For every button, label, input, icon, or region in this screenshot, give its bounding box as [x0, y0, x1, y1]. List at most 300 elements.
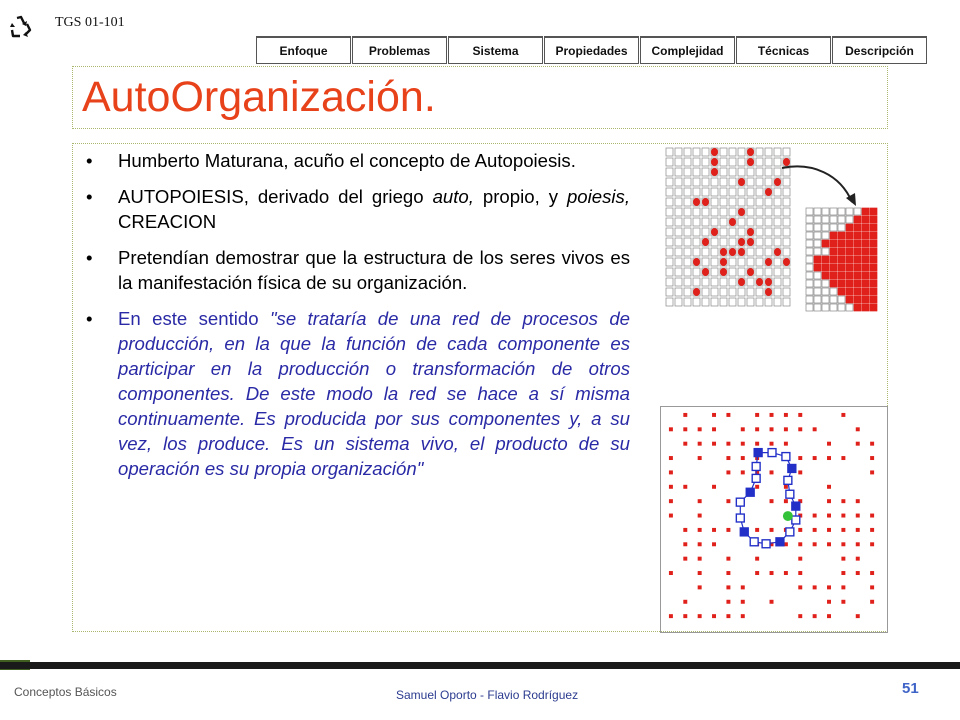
grid-cell — [862, 248, 869, 255]
grid-cell — [765, 228, 772, 236]
grid-cell — [747, 288, 754, 296]
grid-cell — [675, 238, 682, 246]
red-particle — [741, 614, 745, 618]
grid-cell — [675, 218, 682, 226]
grid-cell — [870, 296, 877, 303]
red-particle — [738, 208, 745, 216]
red-particle — [729, 248, 736, 256]
red-particle — [813, 456, 817, 460]
grid-cell — [720, 238, 727, 246]
grid-cell — [756, 178, 763, 186]
grid-cell — [870, 232, 877, 239]
grid-cell — [783, 148, 790, 156]
red-particle — [712, 427, 716, 431]
grid-cell — [666, 298, 673, 306]
grid-cell — [684, 268, 691, 276]
grid-cell — [729, 238, 736, 246]
grid-cell — [684, 188, 691, 196]
grid-cell — [838, 208, 845, 215]
grid-cell — [862, 272, 869, 279]
red-particle — [693, 288, 700, 296]
red-particle — [683, 614, 687, 618]
grid-cell — [846, 208, 853, 215]
grid-cell — [693, 178, 700, 186]
red-particle — [841, 528, 845, 532]
red-particle — [798, 557, 802, 561]
grid-cell — [783, 228, 790, 236]
grid-cell — [711, 188, 718, 196]
red-particle — [770, 571, 774, 575]
red-particle — [669, 485, 673, 489]
tab-propiedades[interactable]: Propiedades — [544, 36, 639, 64]
grid-cell — [838, 296, 845, 303]
grid-cell — [675, 168, 682, 176]
grid-cell — [783, 208, 790, 216]
grid-cell — [738, 218, 745, 226]
red-particle — [827, 542, 831, 546]
red-particle — [870, 528, 874, 532]
red-particle — [841, 571, 845, 575]
red-particle — [726, 499, 730, 503]
grid-cell — [854, 256, 861, 263]
red-particle — [741, 427, 745, 431]
grid-cell — [838, 256, 845, 263]
red-particle — [870, 514, 874, 518]
membrane-cell — [788, 464, 796, 472]
grid-cell — [684, 148, 691, 156]
substrate-particles — [669, 413, 874, 618]
grid-cell — [720, 278, 727, 286]
grid-cell — [693, 228, 700, 236]
red-particle — [755, 427, 759, 431]
membrane-cell — [784, 476, 792, 484]
red-particle — [738, 248, 745, 256]
grid-cell — [738, 268, 745, 276]
grid-cell — [846, 280, 853, 287]
red-particle — [726, 442, 730, 446]
grid-cell — [783, 238, 790, 246]
red-particle — [798, 542, 802, 546]
grid-cell — [711, 298, 718, 306]
grid-cell — [711, 258, 718, 266]
grid-cell — [830, 296, 837, 303]
red-particle — [669, 470, 673, 474]
grid-cell — [870, 272, 877, 279]
red-particle — [698, 542, 702, 546]
grid-cell — [870, 240, 877, 247]
grid-cell — [830, 224, 837, 231]
grid-cell — [684, 228, 691, 236]
red-particle — [784, 442, 788, 446]
grid-cell — [720, 158, 727, 166]
membrane-cell — [736, 514, 744, 522]
red-particle — [770, 470, 774, 474]
red-particle — [698, 442, 702, 446]
grid-cell — [838, 280, 845, 287]
tab-complejidad[interactable]: Complejidad — [640, 36, 735, 64]
grid-cell — [675, 298, 682, 306]
grid-cell — [774, 278, 781, 286]
grid-cell — [666, 198, 673, 206]
grid-cell — [756, 238, 763, 246]
red-particle — [702, 268, 709, 276]
red-particle — [712, 542, 716, 546]
red-particle — [720, 258, 727, 266]
grid-cell — [854, 280, 861, 287]
grid-cell — [693, 238, 700, 246]
grid-cell — [756, 248, 763, 256]
bullet-item — [84, 245, 630, 295]
grid-cell — [846, 288, 853, 295]
grid-cell — [822, 216, 829, 223]
grid-cell — [756, 198, 763, 206]
red-particle — [711, 228, 718, 236]
red-particle — [738, 178, 745, 186]
grid-cell — [862, 208, 869, 215]
red-particle — [798, 614, 802, 618]
grid-cell — [702, 228, 709, 236]
grid-cell — [756, 268, 763, 276]
red-particle — [798, 571, 802, 575]
grid-cell — [684, 158, 691, 166]
grid-cell — [806, 224, 813, 231]
grid-cell — [675, 288, 682, 296]
membrane-cell — [750, 538, 758, 546]
red-particle — [726, 614, 730, 618]
grid-cell — [729, 188, 736, 196]
grid-cell — [854, 232, 861, 239]
grid-cell — [738, 258, 745, 266]
red-particle — [720, 268, 727, 276]
grid-cell — [666, 238, 673, 246]
grid-cell — [854, 264, 861, 271]
red-particle — [669, 571, 673, 575]
grid-cell — [675, 198, 682, 206]
red-particle — [841, 413, 845, 417]
red-particle — [813, 542, 817, 546]
tab-sistema[interactable]: Sistema — [448, 36, 543, 64]
grid-cell — [806, 296, 813, 303]
grid-cell — [756, 228, 763, 236]
membrane-cell — [736, 498, 744, 506]
tab-tecnicas[interactable]: Técnicas — [736, 36, 831, 64]
grid-cell — [765, 298, 772, 306]
grid-cell — [774, 288, 781, 296]
grid-cell — [814, 216, 821, 223]
red-particle — [683, 542, 687, 546]
grid-cell — [729, 288, 736, 296]
grid-cell — [822, 248, 829, 255]
grid-cell — [702, 278, 709, 286]
red-particle — [669, 427, 673, 431]
red-particle — [698, 456, 702, 460]
grid-cell — [870, 224, 877, 231]
red-particle — [711, 158, 718, 166]
bullet-quote: "se trataría de una red de procesos de producción, en la que la función de cada componente es participar en la producción o transformación de otros componentes. De este modo la red se hace a sí misma continuamente. Es producida por sus componentes y, a su vez, los produce. Es un sistema vivo, el producto de su operación es su propia organización" — [118, 308, 630, 479]
red-particle — [712, 528, 716, 532]
grid-cell — [684, 278, 691, 286]
grid-cell — [822, 232, 829, 239]
bullet-item — [84, 148, 630, 173]
grid-cell — [838, 272, 845, 279]
red-particle — [827, 528, 831, 532]
grid-cell — [783, 188, 790, 196]
red-particle — [729, 218, 736, 226]
grid-cell — [747, 188, 754, 196]
grid-cell — [783, 248, 790, 256]
red-particle — [711, 168, 718, 176]
red-particle — [726, 571, 730, 575]
grid-cell — [838, 232, 845, 239]
slide-title: AutoOrganización. — [82, 73, 436, 121]
red-particle — [870, 571, 874, 575]
red-particle — [827, 499, 831, 503]
footer-section-label: Conceptos Básicos — [14, 685, 117, 699]
red-particle — [741, 470, 745, 474]
red-particle — [784, 413, 788, 417]
grid-cell — [729, 268, 736, 276]
red-particle — [755, 557, 759, 561]
bullet-list — [84, 148, 630, 492]
grid-cell — [684, 298, 691, 306]
grid-cell — [814, 208, 821, 215]
grid-cell — [765, 148, 772, 156]
grid-cell — [838, 304, 845, 311]
grid-cell — [693, 278, 700, 286]
grid-cell — [783, 218, 790, 226]
grid-cell — [830, 272, 837, 279]
grid-cell — [838, 216, 845, 223]
membrane-cell — [754, 449, 762, 457]
grid-cell — [711, 238, 718, 246]
grid-cell — [846, 256, 853, 263]
grid-cell — [806, 280, 813, 287]
red-particle — [870, 456, 874, 460]
grid-cell — [693, 208, 700, 216]
grid-cell — [702, 298, 709, 306]
red-particle — [698, 427, 702, 431]
grid-cell — [684, 168, 691, 176]
grid-cell — [711, 198, 718, 206]
grid-cell — [765, 178, 772, 186]
grid-cell — [675, 178, 682, 186]
red-particle — [827, 442, 831, 446]
red-particle — [711, 148, 718, 156]
grid-cell — [870, 248, 877, 255]
grid-cell — [846, 272, 853, 279]
grid-cell — [806, 232, 813, 239]
grid-cell — [806, 208, 813, 215]
grid-cell — [729, 258, 736, 266]
grid-cell — [711, 178, 718, 186]
grid-cell — [675, 228, 682, 236]
grid-cell — [702, 258, 709, 266]
grid-cell — [846, 296, 853, 303]
grid-cell — [862, 256, 869, 263]
grid-cell — [822, 208, 829, 215]
grid-cell — [666, 178, 673, 186]
red-particle — [693, 198, 700, 206]
red-particle — [720, 248, 727, 256]
red-particle — [693, 258, 700, 266]
red-particle — [770, 499, 774, 503]
grid-cell — [822, 256, 829, 263]
grid-cell — [774, 188, 781, 196]
scattered-grid — [666, 148, 790, 306]
grid-cell — [814, 256, 821, 263]
grid-cell — [720, 148, 727, 156]
grid-cell — [870, 264, 877, 271]
grid-cell — [830, 216, 837, 223]
tab-enfoque[interactable]: Enfoque — [256, 36, 351, 64]
grid-cell — [862, 216, 869, 223]
grid-cell — [806, 264, 813, 271]
grid-cell — [684, 178, 691, 186]
grid-cell — [783, 178, 790, 186]
grid-cell — [765, 208, 772, 216]
grid-cell — [756, 218, 763, 226]
grid-cell — [720, 168, 727, 176]
grid-cell — [814, 280, 821, 287]
red-particle — [755, 485, 759, 489]
red-particle — [698, 614, 702, 618]
red-particle — [841, 600, 845, 604]
membrane-cell — [752, 463, 760, 471]
red-particle — [755, 413, 759, 417]
tab-problemas[interactable]: Problemas — [352, 36, 447, 64]
grid-cell — [666, 158, 673, 166]
grid-cell — [774, 268, 781, 276]
autopoiesis-simulation — [660, 406, 888, 633]
red-particle — [770, 600, 774, 604]
grid-cell — [870, 288, 877, 295]
red-particle — [870, 442, 874, 446]
red-particle — [841, 499, 845, 503]
grid-cell — [666, 288, 673, 296]
grid-cell — [738, 168, 745, 176]
grid-cell — [693, 218, 700, 226]
grid-cell — [870, 256, 877, 263]
membrane-cells — [736, 449, 799, 548]
tab-descripcion[interactable]: Descripción — [832, 36, 927, 64]
red-particle — [747, 228, 754, 236]
grid-cell — [756, 168, 763, 176]
red-particle — [827, 514, 831, 518]
grid-cell — [729, 178, 736, 186]
grid-cell — [720, 228, 727, 236]
grid-cell — [702, 158, 709, 166]
red-particle — [698, 585, 702, 589]
grid-cell — [738, 148, 745, 156]
grid-cell — [854, 296, 861, 303]
red-particle — [669, 499, 673, 503]
grid-cell — [684, 288, 691, 296]
grid-cell — [693, 168, 700, 176]
grid-cell — [783, 298, 790, 306]
red-particle — [726, 470, 730, 474]
red-particle — [770, 427, 774, 431]
grid-cell — [693, 158, 700, 166]
red-particle — [755, 442, 759, 446]
red-particle — [784, 485, 788, 489]
red-particle — [813, 427, 817, 431]
membrane-cell — [792, 502, 800, 510]
grid-cell — [738, 298, 745, 306]
grid-cell — [870, 216, 877, 223]
membrane-cell — [740, 528, 748, 536]
grid-cell — [666, 278, 673, 286]
red-particle — [683, 413, 687, 417]
curved-arrow — [782, 166, 852, 202]
grid-cell — [774, 158, 781, 166]
grid-cell — [838, 224, 845, 231]
grid-cell — [711, 248, 718, 256]
red-particle — [827, 614, 831, 618]
grid-cell — [738, 158, 745, 166]
red-particle — [747, 148, 754, 156]
red-particle — [698, 571, 702, 575]
grid-cell — [693, 248, 700, 256]
grid-cell — [666, 268, 673, 276]
grid-cell — [814, 232, 821, 239]
grid-cell — [720, 178, 727, 186]
red-particle — [698, 528, 702, 532]
section-nav — [256, 36, 927, 64]
grid-cell — [862, 288, 869, 295]
grid-cell — [702, 178, 709, 186]
grid-cell — [846, 304, 853, 311]
red-particle — [827, 485, 831, 489]
grid-cell — [783, 288, 790, 296]
grid-cell — [838, 248, 845, 255]
grid-cell — [862, 240, 869, 247]
red-particle — [747, 238, 754, 246]
grid-cell — [830, 264, 837, 271]
grid-cell — [814, 248, 821, 255]
red-particle — [683, 557, 687, 561]
grid-cell — [747, 168, 754, 176]
grid-cell — [738, 288, 745, 296]
grid-cell — [854, 208, 861, 215]
grid-cell — [756, 288, 763, 296]
grid-cell — [756, 258, 763, 266]
red-particle — [856, 614, 860, 618]
grid-cell — [666, 228, 673, 236]
grid-cell — [702, 248, 709, 256]
grid-cell — [838, 288, 845, 295]
grid-cell — [854, 304, 861, 311]
grid-cell — [822, 288, 829, 295]
grid-cell — [693, 298, 700, 306]
red-particle — [747, 268, 754, 276]
red-particle — [813, 514, 817, 518]
grid-cell — [822, 272, 829, 279]
grid-cell — [720, 298, 727, 306]
grid-cell — [729, 148, 736, 156]
red-particle — [669, 456, 673, 460]
bullet-text: propio, y — [473, 186, 567, 207]
red-particle — [712, 442, 716, 446]
grid-cell — [806, 256, 813, 263]
membrane-cell — [776, 538, 784, 546]
red-particle — [756, 278, 763, 286]
grid-cell — [830, 256, 837, 263]
grid-cell — [765, 158, 772, 166]
grid-cell — [693, 188, 700, 196]
grid-cell — [862, 304, 869, 311]
grid-cell — [756, 188, 763, 196]
grid-cell — [747, 258, 754, 266]
